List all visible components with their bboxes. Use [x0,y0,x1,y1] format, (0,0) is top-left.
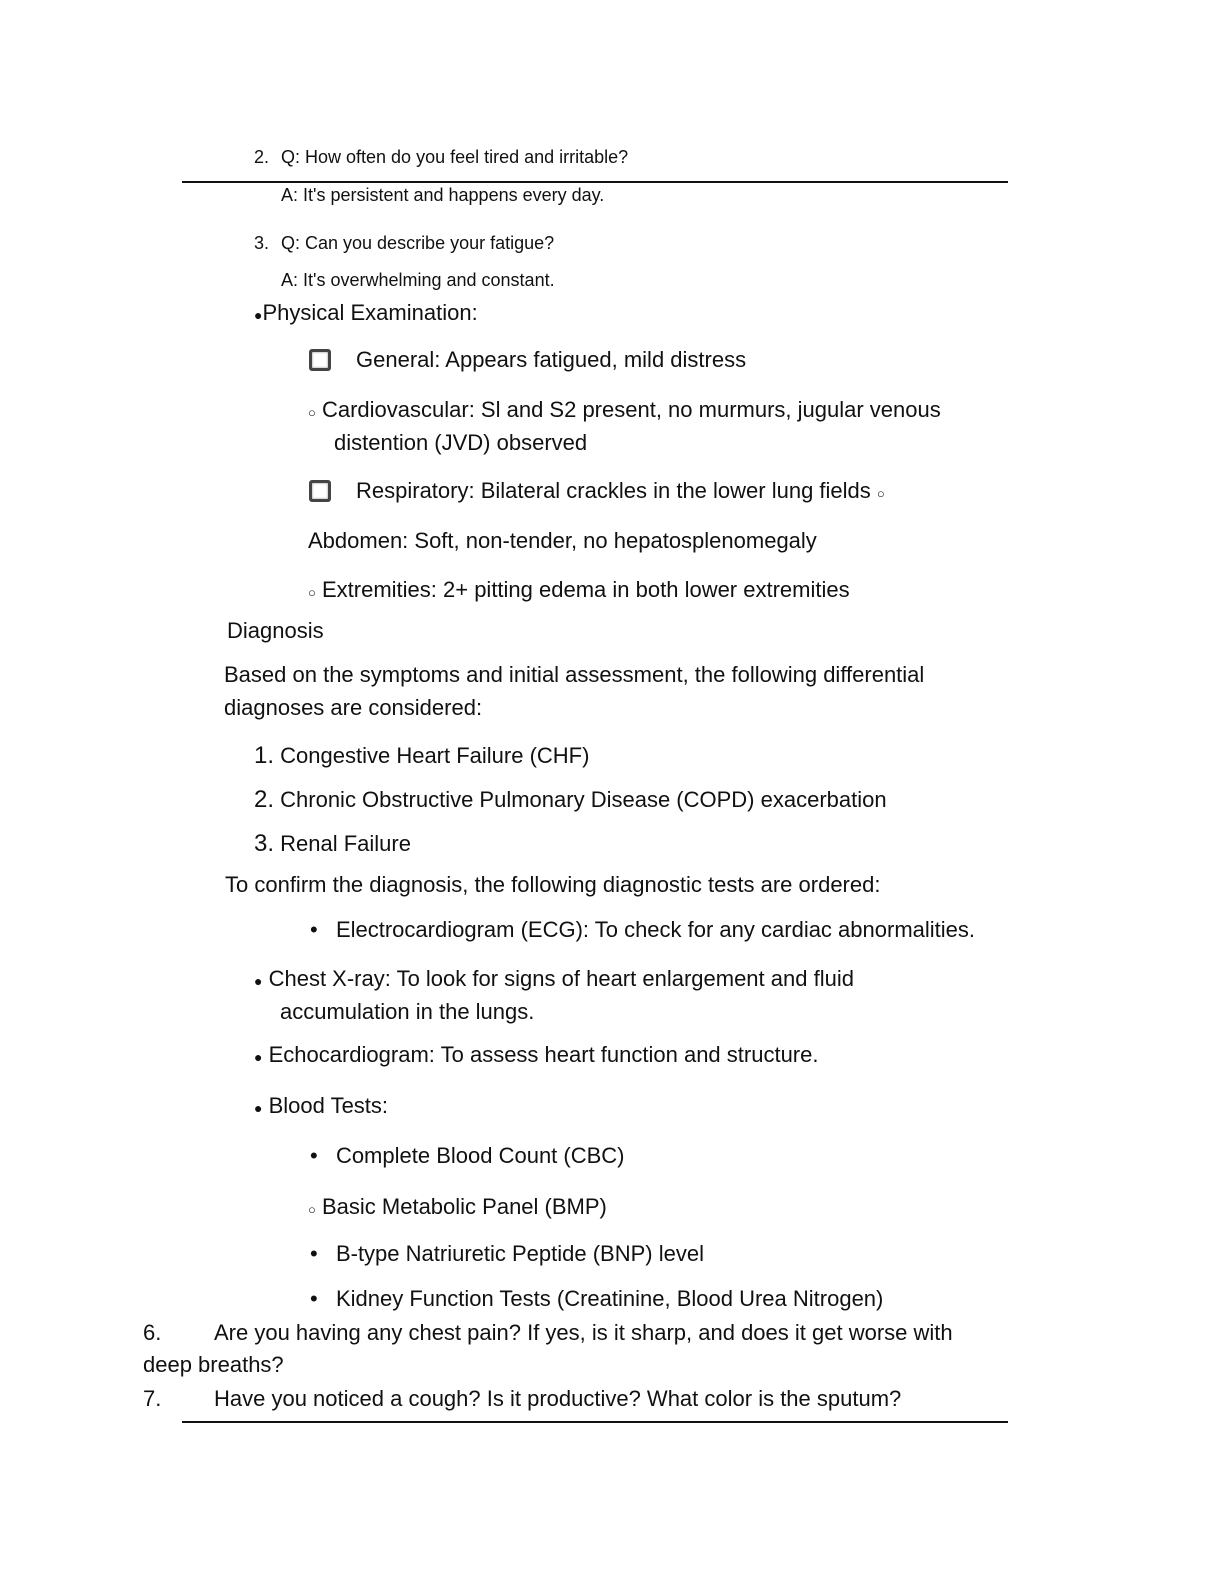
question-6-number: 6. [143,1320,162,1345]
qa-2-answer: A: It's persistent and happens every day. [281,185,605,205]
qa-3-number: 3. [254,233,270,253]
qa-3-question: Q: Can you describe your fatigue? [281,233,555,253]
bullet-icon: • [310,1143,318,1168]
test-chest-xray-cont: accumulation in the lungs. [280,999,535,1024]
bullet-dot-icon: ● [254,1049,263,1065]
differential-item-1: 1. Congestive Heart Failure (CHF) [254,742,590,769]
question-7-number: 7. [143,1386,162,1411]
test-blood: ● Blood Tests: [254,1093,389,1118]
qa-2-number: 2. [254,147,270,167]
horizontal-rule-top [182,181,1008,183]
diagnosis-intro-cont: diagnoses are considered: [224,695,483,720]
circle-bullet-icon: ○ [876,486,885,501]
question-6-text-cont: deep breaths? [143,1352,284,1377]
exam-cardiovascular-cont: distention (JVD) observed [334,430,588,455]
horizontal-rule-bottom [182,1421,1008,1423]
blood-test-bnp: • B-type Natriuretic Peptide (BNP) level [310,1241,704,1266]
bullet-dot-icon: ● [254,973,263,989]
circle-bullet-icon: ○ [308,585,316,600]
checkbox-square-icon [309,349,331,371]
blood-test-cbc: • Complete Blood Count (CBC) [310,1143,625,1168]
question-7-text: Have you noticed a cough? Is it productive? What color is the sputum? [214,1386,902,1411]
qa-3-answer: A: It's overwhelming and constant. [281,270,555,290]
differential-item-2: 2. Chronic Obstructive Pulmonary Disease (COPD) exacerbation [254,786,887,813]
exam-cardiovascular: ○ Cardiovascular: Sl and S2 present, no murmurs, jugular venous [308,397,941,422]
blood-test-bmp: ○ Basic Metabolic Panel (BMP) [308,1194,607,1219]
bullet-dot-icon: ● [254,307,263,323]
differential-item-3: 3. Renal Failure [254,830,411,857]
question-6-text: Are you having any chest pain? If yes, is it sharp, and does it get worse with [214,1320,953,1345]
exam-abdomen: Abdomen: Soft, non-tender, no hepatosplenomegaly [308,528,817,553]
test-chest-xray: ● Chest X-ray: To look for signs of heart enlargement and fluid [254,966,854,991]
exam-general: General: Appears fatigued, mild distress [356,347,747,372]
exam-extremities: ○ Extremities: 2+ pitting edema in both lower extremities [308,577,850,602]
blood-test-kidney: • Kidney Function Tests (Creatinine, Blood Urea Nitrogen) [310,1286,884,1311]
qa-2-question: Q: How often do you feel tired and irritable? [281,147,629,167]
exam-respiratory: Respiratory: Bilateral crackles in the lower lung fields ○ [356,478,885,503]
tests-intro: To confirm the diagnosis, the following diagnostic tests are ordered: [225,872,881,897]
bullet-icon: • [310,1286,318,1311]
bullet-icon: • [310,1241,318,1266]
diagnosis-heading: Diagnosis [227,618,324,643]
diagnosis-intro: Based on the symptoms and initial assessment, the following differential [224,662,925,687]
physical-exam-heading: ●Physical Examination: [254,300,478,325]
test-ecg: • Electrocardiogram (ECG): To check for any cardiac abnormalities. [310,917,976,942]
circle-bullet-icon: ○ [308,405,316,420]
test-echocardiogram: ● Echocardiogram: To assess heart function and structure. [254,1042,819,1067]
bullet-icon: • [310,917,318,942]
bullet-dot-icon: ● [254,1100,263,1116]
circle-bullet-icon: ○ [308,1202,316,1217]
checkbox-square-icon [309,480,331,502]
